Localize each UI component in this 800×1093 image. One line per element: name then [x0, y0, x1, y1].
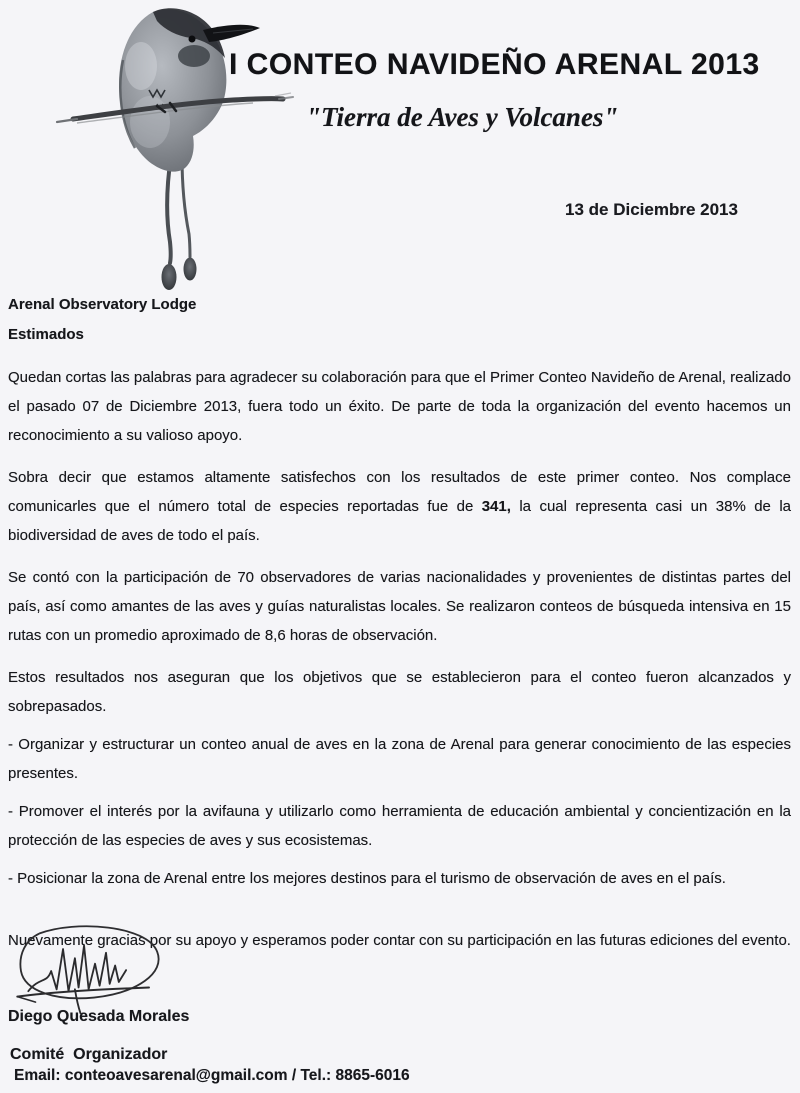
page-title: I CONTEO NAVIDEÑO ARENAL 2013	[229, 48, 760, 81]
species-count-value: 341,	[481, 498, 511, 515]
letter-body	[8, 290, 791, 955]
recipient-line: Arenal Observatory Lodge	[8, 296, 197, 313]
salutation-line: Estimados	[8, 326, 84, 343]
closing-line: Nuevamente gracias por su apoyo y esperamos poder contar con su participación en las futuras ediciones del evento.	[8, 932, 791, 949]
contact-line: Email: conteoavesarenal@gmail.com / Tel.: 8865-6016	[14, 1067, 410, 1084]
motmot-bird-pencil-sketch-icon	[52, 0, 334, 300]
paragraph-participation: Se contó con la participación de 70 observadores de varias nacionalidades y provenientes de distintas partes del país, así como amantes de las aves y guías naturalistas locales. Se realizaron conteos de búsqueda intensiva en 15 rutas con un promedio aproximado de 8,6 horas de observación.	[8, 569, 791, 644]
objective-item-3: - Posicionar la zona de Arenal entre los mejores destinos para el turismo de observación de aves en el país.	[8, 870, 726, 887]
paragraph-gratitude: Quedan cortas las palabras para agradecer su colaboración para que el Primer Conteo Navideño de Arenal, realizado el pasado 07 de Diciembre 2013, fuera todo un éxito. De parte de toda la organización del evento hacemos un reconocimiento a su valioso apoyo.	[8, 369, 791, 444]
paragraph-results	[8, 463, 791, 550]
handwritten-signature-scribble	[6, 918, 174, 1014]
paragraph-results-end: la cual representa casi un 38% de la biodiversidad de aves de todo el país.	[8, 498, 792, 544]
paragraph-results-start: Sobra decir que estamos altamente satisfechos con los resultados de este primer conteo. Nos complace comunicarles que el número total de especies reportadas fue de	[8, 469, 791, 515]
page-subtitle: "Tierra de Aves y Volcanes"	[306, 102, 619, 132]
signer-name: Diego Quesada Morales	[8, 1008, 190, 1025]
objective-item-2: - Promover el interés por la avifauna y utilizarlo como herramienta de educación ambiental y concientización en la protección de las especies de aves y sus ecosistemas.	[8, 803, 791, 849]
signer-role: Comité Organizador	[10, 1046, 168, 1063]
paragraph-objectives: Estos resultados nos aseguran que los objetivos que se establecieron para el conteo fueron alcanzados y sobrepasados.	[8, 669, 791, 715]
letter-date: 13 de Diciembre 2013	[565, 200, 738, 219]
objective-item-1: - Organizar y estructurar un conteo anual de aves en la zona de Arenal para generar conocimiento de las especies presentes.	[8, 736, 791, 782]
